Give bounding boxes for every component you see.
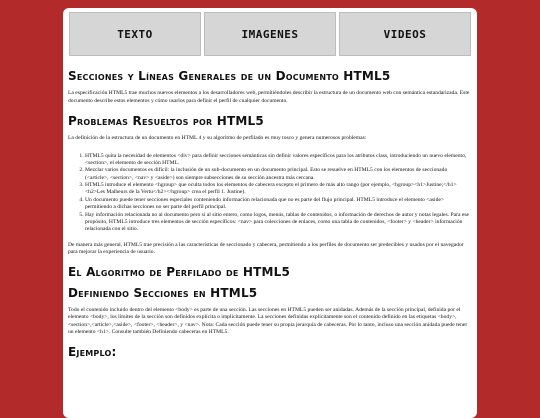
section-title-definiendo: Definiendo Secciones en HTML5 xyxy=(68,285,258,300)
section-title-secciones: Secciones y Líneas Generales de un Documento HTML5 xyxy=(68,69,391,83)
list-item: 5. Hay información relacionada no al documento pero sí al sitio entero, como logos, menús, tablas de contenidos, o información de derechos de autor y notas legales. Para ese propósito, HTML5 introduce tres elementos de sección específicos: <nav> para colecciones de enlaces, como una tabla de contenidos, <footer> y <header> información relacionada con el sitio. xyxy=(85,212,471,234)
top-nav xyxy=(63,8,477,56)
main-content xyxy=(63,56,477,359)
nav-tab-videos[interactable]: VIDEOS xyxy=(339,12,471,56)
nav-tab-texto[interactable]: TEXTO xyxy=(69,12,201,56)
section-paragraph: La definición de la estructura de un documento en HTML 4 y su algoritmo de perfilado es muy tosco y genera numerosos problemas: xyxy=(68,135,367,142)
page-container xyxy=(63,8,477,418)
section-title-ejemplo: Ejemplo: xyxy=(68,345,117,360)
section-title-problemas: Problemas Resueltos por HTML5 xyxy=(68,113,264,128)
list-item: 3. HTML5 introduce el elemento <hgroup> que oculta todos los elementos de cabecera excepto el primero de más alto rango (por ejemplo, <hgroup><h1>Justine;</h1><h2>Les Malheurs de la Vertu</h2></hgroup> crea el perfil 1. Justine). xyxy=(85,182,471,197)
section-paragraph: Todo el contenido incluido dentro del elemento <body> es parte de una sección. Las secciones en HTML5 pueden ser anidadas. Además de la sección principal, definida por el elemento <body>, los límites de la sección son definidos explícita o implícitamente. La secciones definidas explícitamente son el contenido definido en las etiquetas <body>,<section>,<article>,<aside>, <footer>, <header>, y <nav>. Nota: Cada sección puede tener su propia jerarquía de cabeceras. Por lo tanto, incluso una sección anidada puede tener un elemento <h1>. Consulte también Definiendo cabeceras en HTML5. xyxy=(68,306,468,335)
section-title-algoritmo: El Algoritmo de Perfilado de HTML5 xyxy=(68,265,291,280)
nav-tab-imagenes[interactable]: IMAGENES xyxy=(204,12,336,56)
list-item: 2. Mezclar varios documentos es difícil: la inclusión de un sub-documento en un documento principal. Esto se resuelve en HTML5 con los elementos de seccionado (<article>, <section>, <nav> y <aside>) son siempre subsecciones de su sección ancestra más cercana. xyxy=(85,167,471,182)
section-paragraph: De manera más general, HTML5 trae precisión a las características de seccionado y cabecera, permitiendo a los perfiles de documento ser predecibles y usados por el navegador para mejorar la experiencia de usuario. xyxy=(68,241,464,255)
list-item: 4. Un documento puede tener secciones especiales conteniendo información relacionada que no es parte del flujo principal. HTML5 introduce el elemento <aside> permitiendo a dichas secciones no ser parte del perfil principal. xyxy=(85,197,471,212)
list-item: 1. HTML5 quita la necesidad de elementos <div> para definir secciones semánticas sin definir valores específicos para los atributos class, introduciendo un nuevo elemento, <section>, el elemento de sección HTML. xyxy=(85,153,471,168)
section-paragraph: La especificación HTML5 trae muchos nuevos elementos a los desarrolladores web, permitiéndoles describir la estructura de un documento web con semántica estandarizada. Este documento describe estos elementos y cómo usarlos para definir el perfil de cualquier documento. xyxy=(68,90,470,104)
problems-list xyxy=(68,153,471,234)
